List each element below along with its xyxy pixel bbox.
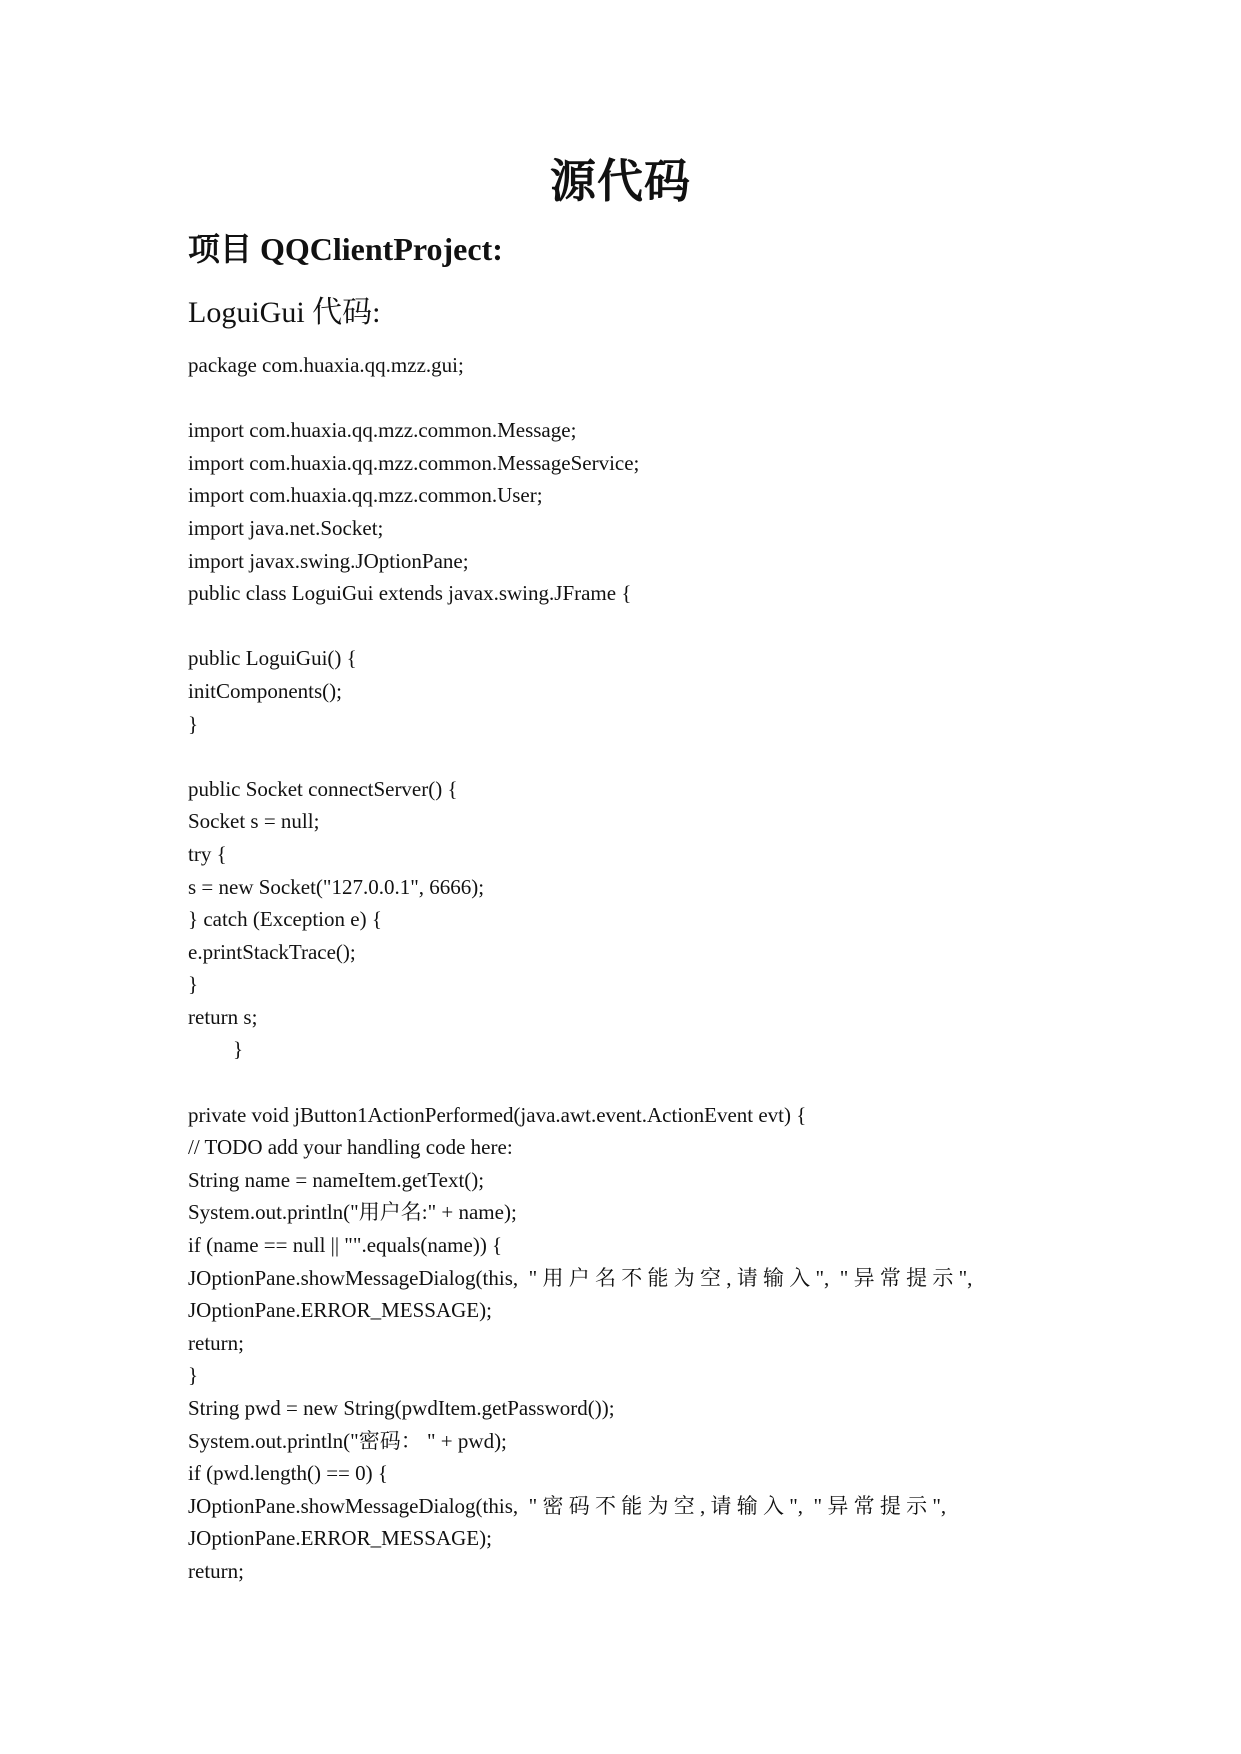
code-line: public class LoguiGui extends javax.swing.JFrame {: [188, 581, 632, 606]
code-line: if (name == null || "".equals(name)) {: [188, 1233, 503, 1258]
code-line: [188, 1066, 1068, 1099]
code-line: JOptionPane.showMessageDialog(this, " 密 码 不 能 为 空 , 请 输 入 ", " 异 常 提 示 ",: [188, 1493, 947, 1518]
code-line: return s;: [188, 1004, 258, 1029]
code-line: e.printStackTrace();: [188, 939, 356, 964]
code-line: String pwd = new String(pwdItem.getPassword());: [188, 1396, 615, 1420]
code-line: return;: [188, 1330, 244, 1355]
code-line: [188, 610, 1068, 643]
code-line: JOptionPane.ERROR_MESSAGE);: [188, 1526, 492, 1551]
document-title: 源代码: [550, 154, 691, 208]
code-line: } catch (Exception e) {: [188, 907, 382, 932]
code-line: import java.net.Socket;: [188, 515, 384, 540]
code-line: }: [188, 972, 199, 997]
code-line: private void jButton1ActionPerformed(java.awt.event.ActionEvent evt) {: [188, 1102, 807, 1127]
code-line: try {: [188, 841, 227, 866]
code-line: Socket s = null;: [188, 809, 320, 834]
code-line: System.out.println("用户名:" + name);: [188, 1200, 517, 1225]
code-line: import com.huaxia.qq.mzz.common.User;: [188, 483, 543, 508]
section-heading: LoguiGui 代码:: [188, 296, 381, 329]
code-line: package com.huaxia.qq.mzz.gui;: [188, 353, 464, 377]
code-line: initComponents();: [188, 678, 342, 703]
code-line: public Socket connectServer() {: [188, 776, 458, 801]
code-line: System.out.println("密码： " + pwd);: [188, 1428, 507, 1453]
code-line: s = new Socket("127.0.0.1", 6666);: [188, 874, 485, 899]
code-line: }: [188, 711, 199, 736]
code-line: public LoguiGui() {: [188, 646, 357, 671]
code-line: }: [233, 1037, 244, 1062]
code-line: JOptionPane.ERROR_MESSAGE);: [188, 1298, 492, 1323]
code-line: return;: [188, 1558, 244, 1583]
code-line: // TODO add your handling code here:: [188, 1135, 513, 1160]
code-line: }: [188, 1363, 199, 1388]
code-line: [188, 382, 1068, 415]
code-line: import javax.swing.JOptionPane;: [188, 548, 469, 573]
code-line: if (pwd.length() == 0) {: [188, 1461, 388, 1486]
code-listing: [188, 349, 1068, 1588]
code-line: [188, 740, 1068, 773]
code-line: import com.huaxia.qq.mzz.common.Message;: [188, 418, 577, 443]
code-line: JOptionPane.showMessageDialog(this, " 用 户 名 不 能 为 空 , 请 输 入 ", " 异 常 提 示 ",: [188, 1265, 973, 1290]
project-heading: 项目 QQClientProject:: [188, 231, 503, 267]
code-line: import com.huaxia.qq.mzz.common.MessageService;: [188, 450, 640, 475]
code-line: String name = nameItem.getText();: [188, 1167, 485, 1192]
